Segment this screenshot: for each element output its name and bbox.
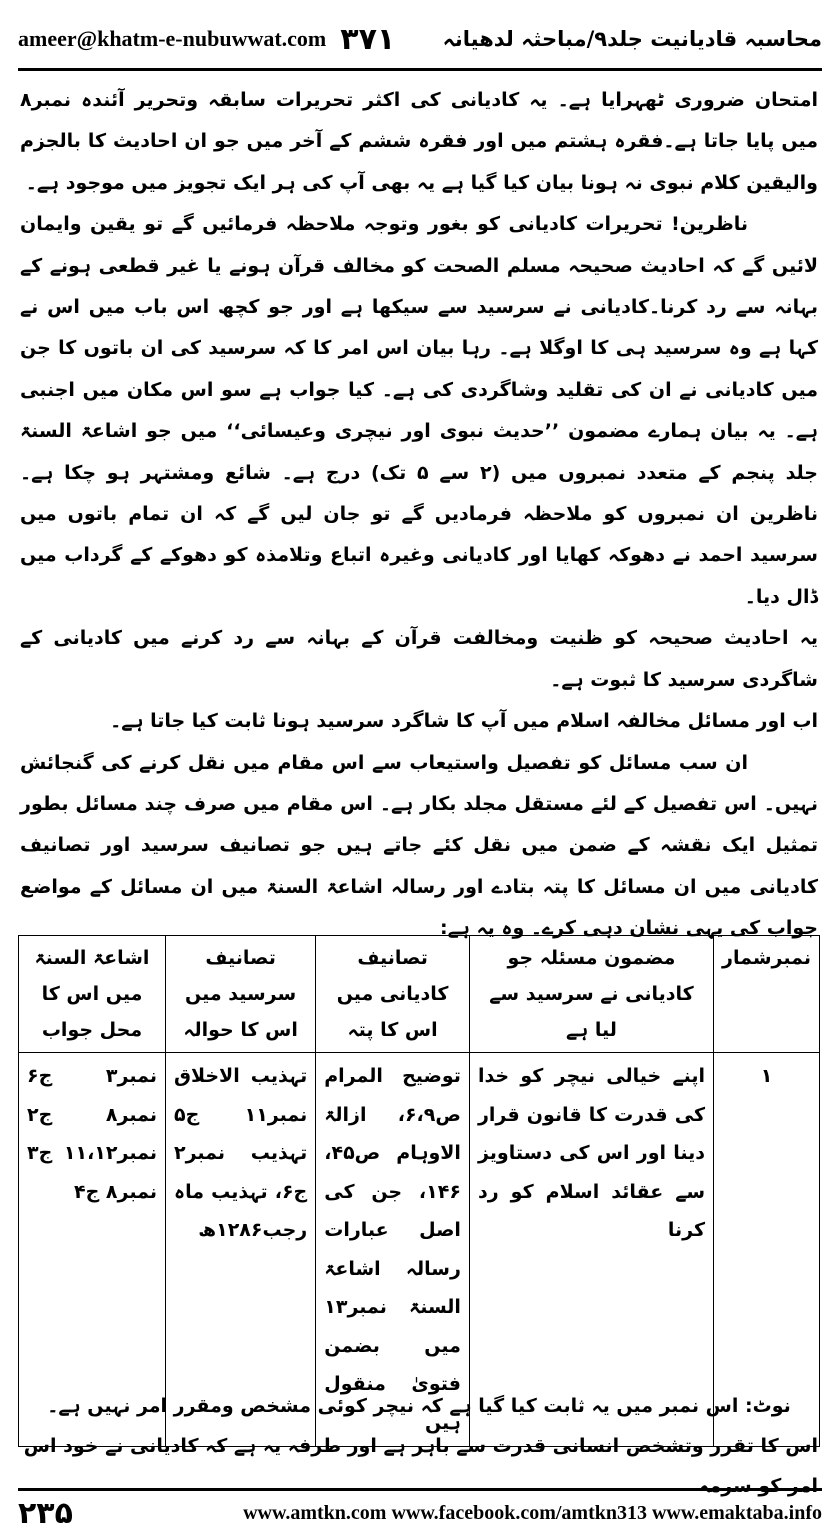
cell-subject: اپنے خیالی نیچر کو خدا کی قدرت کا قانون قرار دینا اور اس کی دستاویز سے عقائد اسلام کو رد کرنا [469, 1053, 713, 1447]
reference-table [18, 935, 820, 1447]
continuation-line: اس کا تقرر وتشخص انسانی قدرت سے باہر ہے اور طرفہ یہ ہے کہ کادیانی نے خود اس امر کو سرمہ [23, 1435, 818, 1497]
cell-serial: ۱ [714, 1053, 820, 1447]
reference-table-wrapper [18, 935, 820, 1447]
header-book-title: محاسبہ قادیانیت جلد۹/مباحثہ لدھیانہ [442, 27, 822, 51]
page-header [18, 10, 822, 71]
header-page-number: ۳۷۱ [340, 21, 396, 57]
note-line: نوٹ: اس نمبر میں یہ ثابت کیا گیا ہے کہ نیچر کوئی مشخص ومقرر امر نہیں ہے۔ [47, 1395, 791, 1417]
table-header-row [19, 936, 820, 1053]
header-left [18, 22, 395, 57]
header-serial: نمبرشمار [714, 936, 820, 1053]
paragraph-5: ان سب مسائل کو تفصیل واستیعاب سے اس مقام میں نقل کرنے کی گنجائش نہیں۔ اس تفصیل کے لئے مستقل مجلد بکار ہے۔ اس مقام میں صرف چند مسائل بطور تمثیل ایک نقشہ کے ضمن میں نقل کئے جاتے ہیں جو تصانیف سرسید اور تصانیف کادیانی میں ان مسائل کا پتہ بتادے اور رسالہ اشاعۃ السنۃ میں ان مسائل کے مواضع جواب کی یہی نشان دہی کرے۔ وہ یہ ہے: [20, 751, 818, 940]
cell-qadiani-ref: توضیح المرام ص۶،۹، ازالۃ الاوہام ص۴۵، ۱۴۶، جن کی اصل عبارات رسالہ اشاعۃ السنۃ نمبر۱۳ میں بضمن فتویٰ منقول ہیں [316, 1053, 470, 1447]
cell-sayyid-ref: تہذیب الاخلاق نمبر۱۱ ج۵ تہذیب نمبر۲ ج۶، تہذیب ماہ رجب۱۲۸۶ھ [165, 1053, 315, 1447]
page-footer [18, 1488, 822, 1535]
header-ishaat-ref: اشاعۃ السنۃ میں اس کا محل جواب [19, 936, 166, 1053]
header-email[interactable]: ameer@khatm-e-nubuwwat.com [18, 26, 327, 51]
header-sayyid-ref: تصانیف سرسید میں اس کا حوالہ [165, 936, 315, 1053]
body-text [20, 80, 818, 950]
paragraph-1: امتحان ضروری ٹھہرایا ہے۔ یہ کادیانی کی اکثر تحریرات سابقہ وتحریر آئندہ نمبر۸ میں پایا جاتا ہے۔فقرہ ہشتم میں اور فقرہ ششم کے آخر میں جو ان احادیث کا بالجزم والیقین کلام نبوی نہ ہونا بیان کیا گیا ہے یہ بھی آپ کی ہر ایک تجویز میں موجود ہے۔ [20, 89, 818, 194]
header-qadiani-ref: تصانیف کادیانی میں اس کا پتہ [316, 936, 470, 1053]
cell-ishaat-ref: نمبر۳ ج۶ نمبر۸ ج۲ نمبر۱۱،۱۲ ج۳ نمبر۸ ج۴ [19, 1053, 166, 1447]
paragraph-3: یہ احادیث صحیحہ کو ظنیت ومخالفت قرآن کے بہانہ سے رد کرنے میں کادیانی کے شاگردی سرسید کا ثبوت ہے۔ [20, 627, 818, 691]
paragraph-4: اب اور مسائل مخالفہ اسلام میں آپ کا شاگرد سرسید ہونا ثابت کیا جاتا ہے۔ [110, 710, 818, 733]
footer-links[interactable]: www.amtkn.com www.facebook.com/amtkn313 www.emaktaba.info [243, 1501, 822, 1524]
footer-page-number: ۲۳۵ [18, 1495, 73, 1531]
header-subject: مضمون مسئلہ جو کادیانی نے سرسید سے لیا ہے [469, 936, 713, 1053]
paragraph-2: ناظرین! تحریرات کادیانی کو بغور وتوجہ ملاحظہ فرمائیں گے تو یقین وایمان لائیں گے کہ احادیث صحیحہ مسلم الصحت کو مخالف قرآن ہونے یا غیر قطعی ہونے کے بہانہ سے رد کرنا۔کادیانی نے سرسید سے سیکھا ہے اور جو کچھ اس باب میں اس نے کہا ہے وہ سرسید ہی کا اوگلا ہے۔ رہا بیان اس امر کا کہ سرسید کی ان باتوں کا جن میں کادیانی نے ان کی تقلید وشاگردی کی ہے۔ کیا جواب ہے سو اس مکان میں اجنبی ہے۔ یہ بیان ہمارے مضمون ’’حدیث نبوی اور نیچری وعیسائی‘‘ میں جو اشاعۃ السنۃ جلد پنجم کے متعدد نمبروں میں (۲ سے ۵ تک) درج ہے۔ شائع ومشتہر ہو چکا ہے۔ ناظرین ان نمبروں کو ملاحظہ فرمادیں گے تو جان لیں گے کہ ان تمام باتوں میں سرسید احمد نے دھوکہ کھایا اور کادیانی وغیرہ اتباع وتلامذہ کو دھوکے کے گرداب میں ڈال دیا۔ [20, 213, 819, 608]
